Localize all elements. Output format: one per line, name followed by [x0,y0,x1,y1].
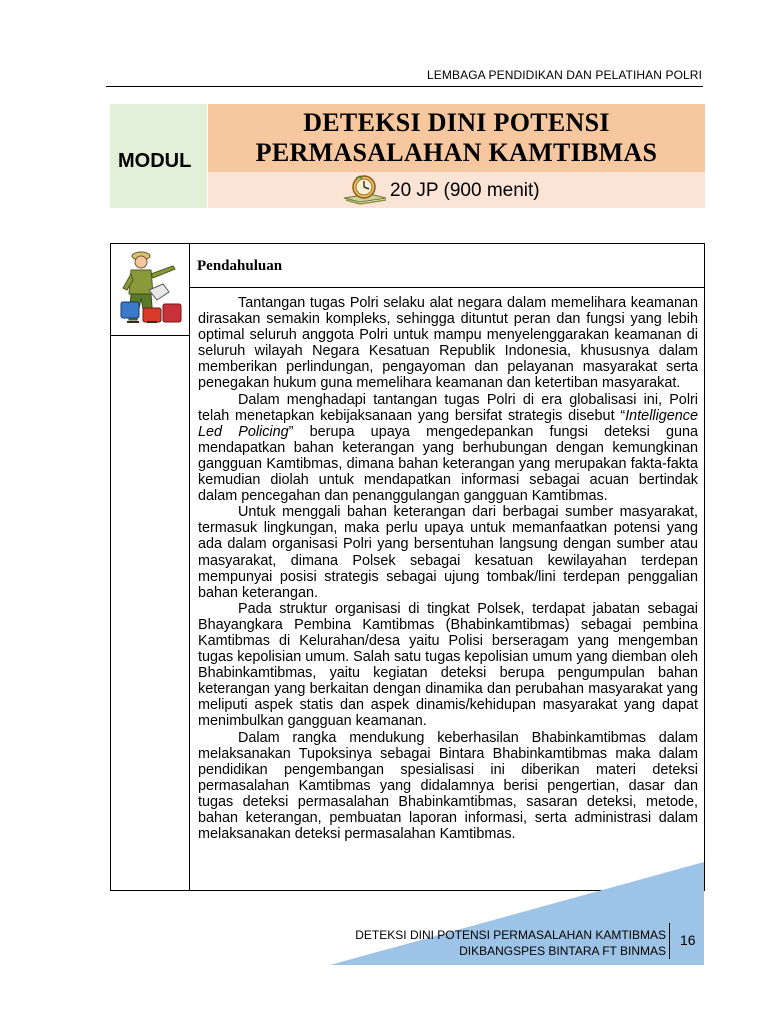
module-title-block [110,104,705,208]
footer-program: DIKBANGSPES BINTARA FT BINMAS [459,944,666,958]
footer-divider [669,923,670,959]
module-label: MODUL [118,150,192,172]
module-title-cell [208,104,705,172]
module-duration-cell [208,172,705,208]
paragraph: Pada struktur organisasi di tingkat Polsek, terdapat jabatan sebagai Bhayangkara Pembina Kamtibmas (Bhabinkamtibmas) sebagai pembina Kamtibmas di Kelurahan/desa yaitu Polisi berseragam yang mengemban tugas kepolisian umum. Salah satu tugas kepolisian umum yang diemban oleh Bhabinkamtibmas, yaitu kegiatan deteksi berupa pengumpulan bahan keterangan yang berkaitan dengan dinamika dan perubahan masyarakat yang meliputi aspek statis dan aspek dinamis/kehidupan masyarakat yang dapat menimbulkan gangguan keamanan. [198,600,698,730]
presenter-figure-icon [119,250,185,330]
content-table [110,243,705,891]
paragraph-italic-term: Intelligence Led Policing [198,407,698,440]
paragraph: Tantangan tugas Polri selaku alat negara dalam memelihara keamanan dirasakan semakin kompleks, sehingga dituntut peran dan fungsi yang lebih optimal seluruh anggota Polri untuk mampu menyelenggarakan keamanan di seluruh wilayah Negara Kesatuan Republik Indonesia, khususnya dalam memberikan perlindungan, pengayoman dan pelayanan masyarakat serta penegakan hukum guna memelihara keamanan dan ketertiban masyarakat. [198,295,698,392]
icon-divider [111,335,189,336]
paragraph: Dalam rangka mendukung keberhasilan Bhabinkamtibmas dalam melaksanakan Tupoksinya sebagai Bintara Bhabinkamtibmas maka dalam pendidikan pengembangan spesialisasi ini diberikan materi deteksi permasalahan Kamtibmas yang didalamnya berisi pengertian, dasar dan tugas deteksi permasalahan Bhabinkamtibmas, sasaran deteksi, metode, bahan keterangan, pembuatan laporan informasi, serta administrasi dalam melaksanakan deteksi permasalahan Kamtibmas. [198,729,698,843]
footer-module-title: DETEKSI DINI POTENSI PERMASALAHAN KAMTIBMAS [355,928,666,942]
module-duration: 20 JP (900 menit) [390,180,540,201]
paragraph: Untuk menggali bahan keterangan dari berbagai sumber masyarakat, termasuk lingkungan, maka perlu upaya untuk memanfaatkan potensi yang ada dalam organisasi Polri yang bersentuhan langsung dengan sumber atau masyarakat, dimana Polsek sebagai kesatuan kewilayahan terdepan mempunyai posisi strategis sebagai ujung tombak/lini terdepan penggalian bahan keterangan. [198,504,698,601]
header-rule [106,86,703,87]
module-label-cell [110,104,207,208]
module-title-line1: DETEKSI DINI POTENSI [303,108,610,137]
icon-column [111,244,190,890]
page-number: 16 [680,932,696,948]
paragraph [198,392,698,505]
paragraph-text: Dalam menghadapi tantangan tugas Polri di era globalisasi ini, Polri telah menetapkan kebijaksanaan yang bersifat strategis disebut “ [198,391,698,424]
section-heading-row [190,244,704,288]
paragraph-text: ” berupa upaya mengedepankan fungsi deteksi guna mendapatkan bahan keterangan yang berhubungan dengan kemungkinan gangguan Kamtibmas, dimana bahan keterangan yang merupakan fakta-fakta kemudian diolah untuk mendapatkan informasi sebagai acuan bertindak dalam pencegahan dan penanggulangan gangguan Kamtibmas. [198,423,699,505]
section-heading: Pendahuluan [197,258,283,274]
clock-icon [342,174,388,206]
module-title-line2: PERMASALAHAN KAMTIBMAS [255,138,658,167]
institution-name: LEMBAGA PENDIDIKAN DAN PELATIHAN POLRI [427,68,702,82]
section-body [198,295,698,842]
